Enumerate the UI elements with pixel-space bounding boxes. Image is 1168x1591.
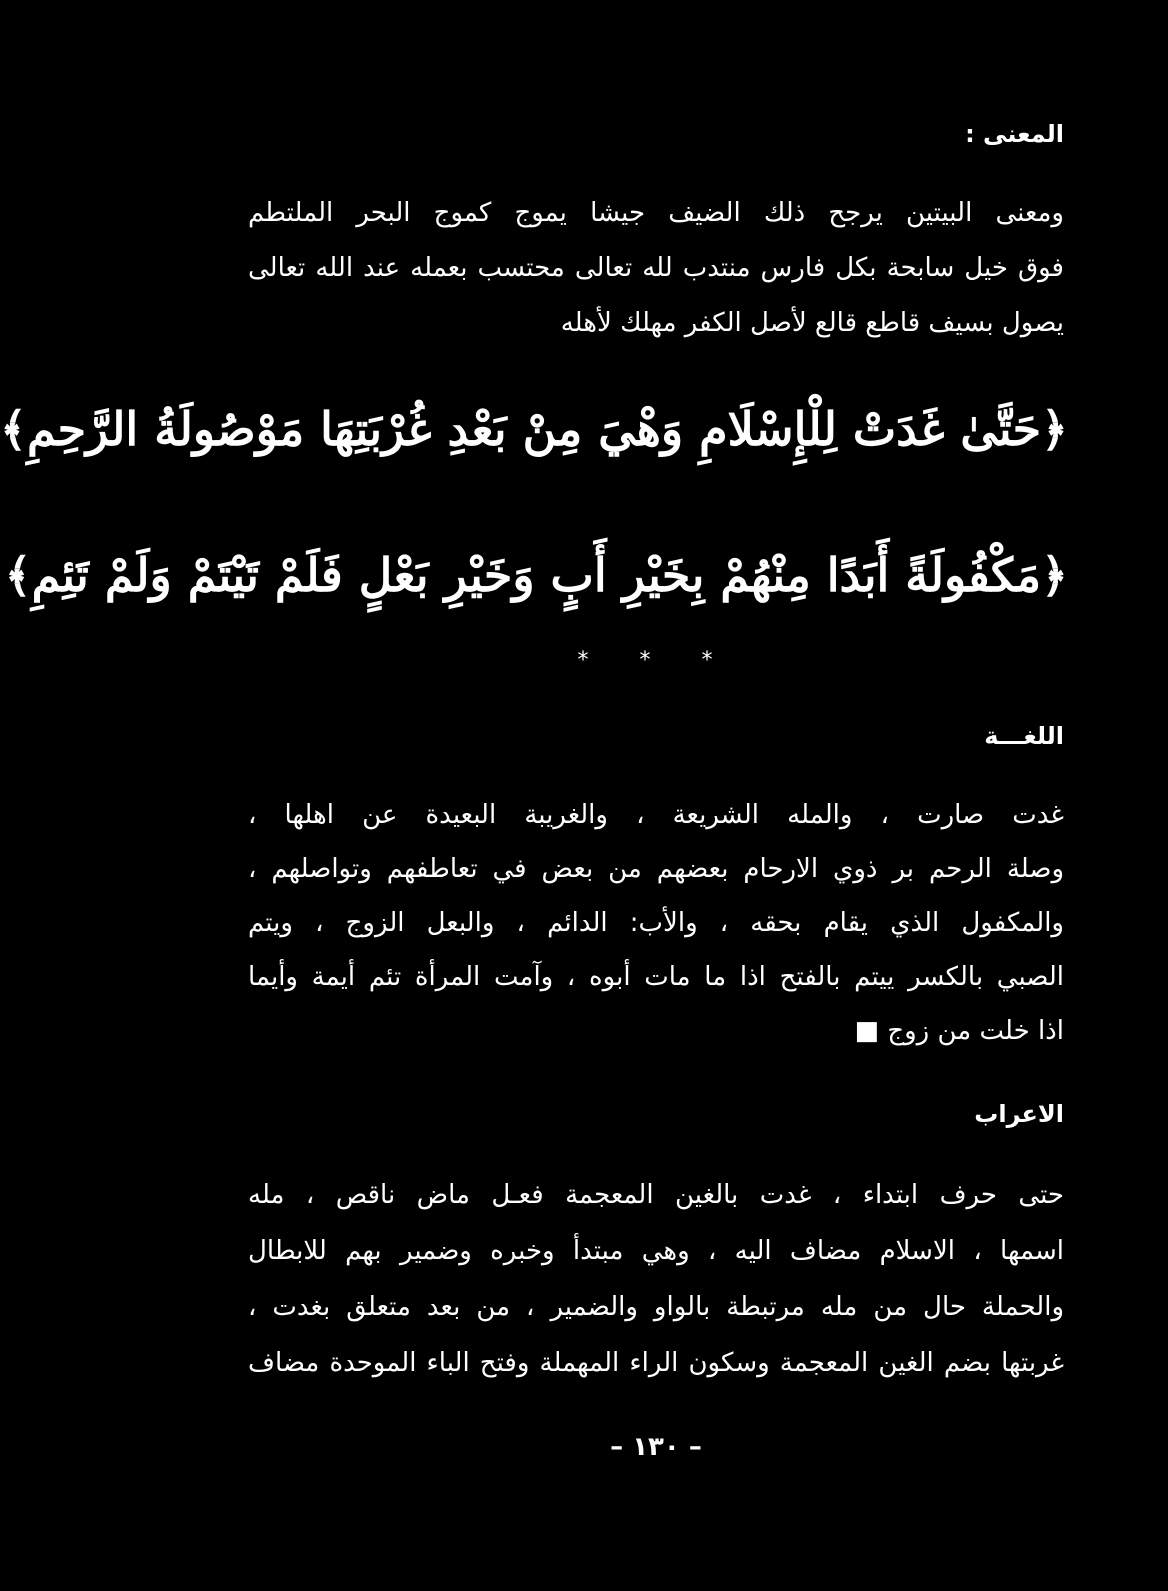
text-line: الصبي بالكسر ييتم بالفتح اذا ما مات أبوه ، وآمت المرأة تئم أيمة وأيما bbox=[248, 962, 1064, 992]
text-line: فوق خيل سابحة بكل فارس منتدب لله تعالى محتسب بعمله عند الله تعالى bbox=[248, 253, 1064, 283]
text-line: غدت صارت ، والمله الشريعة ، والغريبة البعيدة عن اهلها ، bbox=[248, 800, 1064, 830]
text-line: حتى حرف ابتداء ، غدت بالغين المعجمة فعـل ماض ناقص ، مله bbox=[248, 1180, 1064, 1210]
verse-line: ﴿مَكْفُولَةً أَبَدًا مِنْهُمْ بِخَيْرِ أَبٍ وَخَيْرِ بَعْلٍ فَلَمْ تَيْتَمْ وَلَمْ تَئِمِ﴾ bbox=[4, 548, 1068, 602]
text-line: اسمها ، الاسلام مضاف اليه ، وهي مبتدأ وخبره وضمير بهم للابطال bbox=[248, 1236, 1064, 1266]
text-line: اذا خلت من زوج ■ bbox=[854, 1016, 1064, 1046]
text-line: والحملة حال من مله مرتبطة بالواو والضمير ، من بعد متعلق بغدت ، bbox=[248, 1292, 1064, 1322]
text-line: وصلة الرحم بر ذوي الارحام بعضهم من بعض في تعاطفهم وتواصلهم ، bbox=[248, 854, 1064, 884]
section-heading-meaning: المعنى : bbox=[965, 120, 1064, 148]
section-heading-language: اللغـــة bbox=[984, 722, 1064, 750]
text-line: ومعنى البيتين يرجح ذلك الضيف جيشا يموج كموج البحر الملتطم bbox=[248, 198, 1064, 228]
star-separator: * * * bbox=[577, 648, 735, 673]
text-line: يصول بسيف قاطع قالع لأصل الكفر مهلك لأهله bbox=[560, 308, 1064, 338]
section-heading-parsing: الاعراب bbox=[974, 1100, 1064, 1128]
verse-line: ﴿حَتَّىٰ غَدَتْ لِلْإِسْلَامِ وَهْيَ مِنْ بَعْدِ غُرْبَتِهَا مَوْصُولَةُ الرَّحِمِ﴾ bbox=[0, 402, 1068, 456]
text-line: والمكفول الذي يقام بحقه ، والأب: الدائم ، والبعل الزوج ، ويتم bbox=[248, 908, 1064, 938]
text-line: غربتها بضم الغين المعجمة وسكون الراء المهملة وفتح الباء الموحدة مضاف bbox=[248, 1348, 1064, 1378]
page-number: – ١٣٠ – bbox=[610, 1432, 702, 1462]
